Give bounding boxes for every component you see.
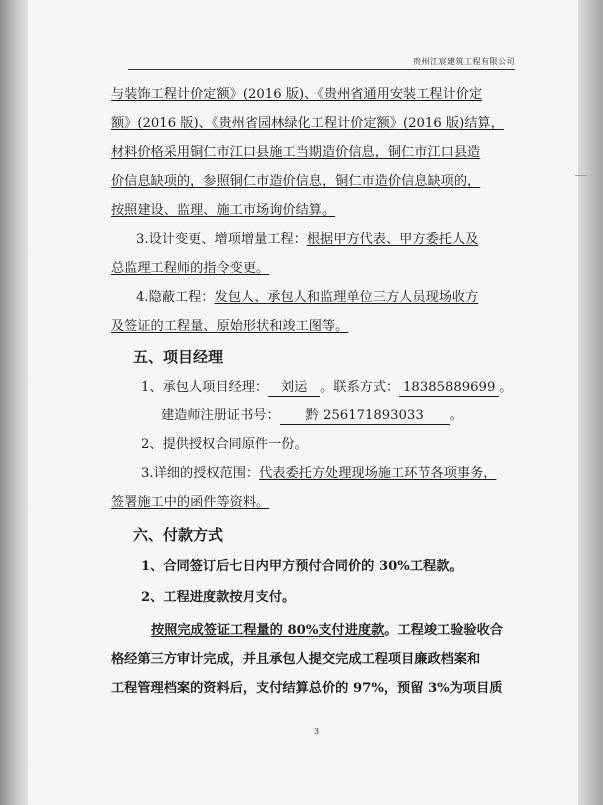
item-text: 。工程竣工验验收合 [384, 623, 503, 638]
payment-term-2: 2、工程进度款按月支付。 [141, 590, 296, 605]
field-label: 。联系方式： [320, 380, 400, 395]
manager-name-field: 刘运 [268, 380, 320, 397]
concealed-works-item [136, 289, 478, 307]
page-number: 3 [314, 727, 320, 736]
text-line: 签署施工中的函件等资料。 [111, 495, 270, 510]
field-label: 1、承包人项目经理： [141, 380, 269, 395]
authorization-scope-line [141, 465, 496, 483]
item-label: 3.详细的授权范围： [141, 466, 260, 481]
document-page [28, 0, 578, 805]
certificate-line [161, 407, 463, 425]
text-line: 2、提供授权合同原件一份。 [141, 437, 308, 452]
phone-field: 18385889699 [399, 380, 499, 397]
right-page-edge-shadow [578, 0, 603, 805]
design-change-item [136, 231, 478, 249]
text-line: 价信息缺项的，参照铜仁市造价信息，铜仁市造价信息缺项的， [111, 174, 481, 189]
text-line: 额》(2016 版)、《贵州省园林绿化工程计价定额》(2016 版)结算， [111, 116, 504, 131]
punctuation: 。 [499, 380, 513, 395]
text-line: 格经第三方审计完成，并且承包人提交完成工程项目廉政档案和 [111, 652, 481, 667]
text-line: 总监理工程师的指令变更。 [111, 261, 270, 276]
section-heading-payment: 六、付款方式 [133, 526, 224, 544]
item-label: 3.设计变更、增项增量工程： [136, 232, 307, 247]
item-text: 按照完成签证工程量的 80%支付进度款 [151, 623, 385, 638]
project-manager-line [141, 379, 512, 397]
punctuation: 。 [449, 408, 463, 423]
text-line: 工程管理档案的资料后，支付结算总价的 97%，预留 3%为项目质 [111, 681, 503, 696]
text-line: 按照建设、监理、施工市场询价结算。 [111, 203, 336, 218]
payment-term-3 [151, 622, 503, 640]
item-label: 4.隐蔽工程： [136, 290, 215, 305]
section-heading-project-manager: 五、项目经理 [133, 348, 224, 366]
item-text: 代表委托方处理现场施工环节各项事务， [259, 466, 497, 481]
text-line: 及签证的工程量、原始形状和竣工图等。 [111, 319, 349, 334]
certificate-number-field: 黔 256171893033 [280, 408, 450, 425]
field-label: 建造师注册证书号： [161, 408, 280, 423]
item-text: 发包人、承包人和监理单位三方人员现场收方 [214, 290, 479, 305]
item-text: 根据甲方代表、甲方委托人及 [306, 232, 479, 247]
left-page-edge-shadow [0, 0, 28, 805]
page-header-company: 贵州江宸建筑工程有限公司 [128, 56, 515, 70]
edge-mark [575, 175, 587, 176]
payment-term-1: 1、合同签订后七日内甲方预付合同价的 30%工程款。 [141, 559, 463, 574]
text-line: 材料价格采用铜仁市江口县施工当期造价信息，铜仁市江口县造 [111, 145, 481, 160]
text-line: 与装饰工程计价定额》(2016 版)、《贵州省通用安装工程计价定 [111, 87, 483, 102]
